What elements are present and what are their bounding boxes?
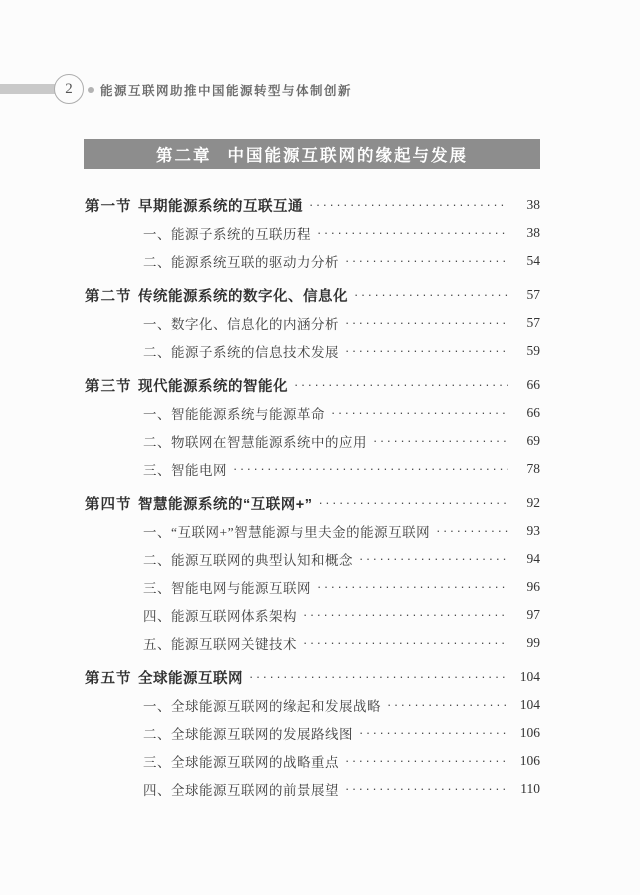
- toc-item-row: [85, 573, 540, 601]
- toc-item-row: [85, 601, 540, 629]
- toc-item-title: 五、能源互联网关键技术: [143, 637, 297, 652]
- dot-leader: [318, 494, 508, 512]
- toc-page-number: 99: [526, 635, 540, 650]
- toc-item-title: 一、智能能源系统与能源革命: [143, 407, 325, 422]
- dot-leader: [345, 314, 508, 332]
- toc-page-number: 94: [526, 551, 540, 566]
- toc-section-title: 早期能源系统的互联互通: [138, 198, 303, 215]
- toc-item-title: 三、全球能源互联网的战略重点: [143, 755, 339, 770]
- dot-leader: [309, 196, 508, 214]
- toc-item-row: [85, 337, 540, 365]
- dot-leader: [359, 724, 508, 742]
- toc-page-number: 59: [526, 343, 540, 358]
- toc-item-title: 一、全球能源互联网的缘起和发展战略: [143, 699, 381, 714]
- toc-page-number: 92: [526, 495, 540, 510]
- dot-leader: [249, 668, 508, 686]
- toc-page-number: 104: [519, 697, 540, 712]
- dot-leader: [345, 342, 508, 360]
- toc-page-number: 57: [526, 315, 540, 330]
- toc-item-title: 四、全球能源互联网的前景展望: [143, 783, 339, 798]
- toc-item-row: [85, 455, 540, 483]
- toc-item-title: 一、“互联网+”智慧能源与里夫金的能源互联网: [143, 525, 431, 540]
- toc-item-title: 四、能源互联网体系架构: [143, 609, 297, 624]
- toc-item-title: 二、能源互联网的典型认知和概念: [143, 553, 353, 568]
- dot-leader: [359, 550, 508, 568]
- dot-leader: [294, 376, 508, 394]
- toc-page-number: 106: [519, 753, 540, 768]
- toc-item-title: 二、物联网在智慧能源系统中的应用: [143, 435, 367, 450]
- dot-leader: [303, 634, 508, 652]
- toc-section-row: [85, 489, 540, 517]
- toc-section-title: 现代能源系统的智能化: [138, 378, 288, 395]
- toc-page-number: 38: [526, 197, 540, 212]
- header-rule: [0, 84, 57, 94]
- toc-page-number: 110: [520, 781, 540, 796]
- toc-item-row: [85, 545, 540, 573]
- toc-item-row: [85, 719, 540, 747]
- toc-section-row: [85, 663, 540, 691]
- toc-item-row: [85, 629, 540, 657]
- dot-leader: [345, 780, 508, 798]
- toc-section-title: 传统能源系统的数字化、信息化: [138, 288, 348, 305]
- toc-item-row: [85, 309, 540, 337]
- dot-leader: [354, 286, 508, 304]
- toc-page-number: 57: [526, 287, 540, 302]
- chapter-banner: [84, 139, 540, 169]
- toc-page-number: 66: [526, 405, 540, 420]
- toc-section-label: 第五节: [85, 670, 132, 687]
- toc-item-title: 一、数字化、信息化的内涵分析: [143, 317, 339, 332]
- toc-item-row: [85, 219, 540, 247]
- toc-item-row: [85, 517, 540, 545]
- running-title: 能源互联网助推中国能源转型与体制创新: [100, 84, 353, 98]
- dot-leader: [331, 404, 508, 422]
- dot-leader: [373, 432, 508, 450]
- dot-leader: [317, 224, 508, 242]
- toc-page-number: 106: [519, 725, 540, 740]
- toc-page-number: 96: [526, 579, 540, 594]
- dot-leader: [345, 752, 508, 770]
- toc-item-title: 二、能源系统互联的驱动力分析: [143, 255, 339, 270]
- dot-leader: [303, 606, 508, 624]
- toc-item-row: [85, 427, 540, 455]
- toc-section-label: 第一节: [85, 198, 132, 215]
- toc-item-title: 二、全球能源互联网的发展路线图: [143, 727, 353, 742]
- toc-section-title: 全球能源互联网: [138, 670, 243, 687]
- toc-section-row: [85, 371, 540, 399]
- dot-leader: [345, 252, 508, 270]
- dot-leader: [387, 696, 508, 714]
- toc-item-row: [85, 747, 540, 775]
- dot-leader: [233, 460, 508, 478]
- toc-page-number: 104: [519, 669, 540, 684]
- chapter-label: 第二章: [156, 147, 212, 165]
- toc-item-row: [85, 691, 540, 719]
- toc-section-label: 第二节: [85, 288, 132, 305]
- page-number: 2: [65, 80, 73, 97]
- toc-item-title: 一、能源子系统的互联历程: [143, 227, 311, 242]
- table-of-contents: [85, 191, 540, 803]
- toc-section-row: [85, 281, 540, 309]
- toc-section-title: 智慧能源系统的“互联网+”: [138, 496, 313, 513]
- toc-section-label: 第四节: [85, 496, 132, 513]
- toc-page-number: 97: [526, 607, 540, 622]
- toc-page-number: 78: [526, 461, 540, 476]
- page-number-circle: [54, 74, 84, 104]
- toc-page-number: 69: [526, 433, 540, 448]
- toc-page-number: 54: [526, 253, 540, 268]
- toc-item-title: 二、能源子系统的信息技术发展: [143, 345, 339, 360]
- toc-page-number: 93: [526, 523, 540, 538]
- toc-section-label: 第三节: [85, 378, 132, 395]
- toc-page-number: 66: [526, 377, 540, 392]
- bullet-icon: [88, 87, 94, 93]
- toc-item-row: [85, 247, 540, 275]
- toc-item-row: [85, 775, 540, 803]
- chapter-title: 中国能源互联网的缘起与发展: [227, 147, 468, 165]
- toc-page-number: 38: [526, 225, 540, 240]
- toc-item-title: 三、智能电网与能源互联网: [143, 581, 311, 596]
- dot-leader: [317, 578, 508, 596]
- toc-item-row: [85, 399, 540, 427]
- toc-item-title: 三、智能电网: [143, 463, 227, 478]
- dot-leader: [436, 522, 508, 540]
- toc-section-row: [85, 191, 540, 219]
